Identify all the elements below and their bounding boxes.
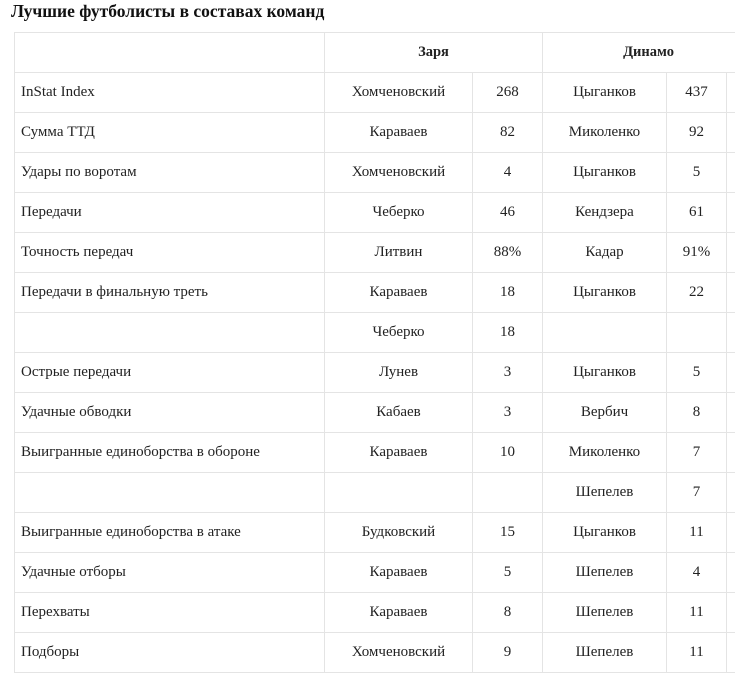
- empty-cell: [727, 273, 735, 313]
- home-player-cell: Караваев: [325, 273, 473, 313]
- away-value-cell: 7: [667, 433, 727, 473]
- table-row: [15, 353, 735, 393]
- empty-cell: [727, 233, 735, 273]
- away-player-cell: Вербич: [543, 393, 667, 433]
- table-row: [15, 273, 735, 313]
- away-value-cell: 11: [667, 593, 727, 633]
- home-value-cell: 4: [473, 153, 543, 193]
- home-player-cell: Хомченовский: [325, 153, 473, 193]
- away-player-cell: Шепелев: [543, 553, 667, 593]
- header-metric: [15, 33, 325, 73]
- metric-cell: Удачные отборы: [15, 553, 325, 593]
- table-row: [15, 433, 735, 473]
- home-player-cell: Чеберко: [325, 313, 473, 353]
- table-body: [15, 73, 735, 673]
- metric-cell: Передачи: [15, 193, 325, 233]
- empty-cell: [727, 153, 735, 193]
- away-value-cell: 5: [667, 353, 727, 393]
- away-player-cell: Шепелев: [543, 473, 667, 513]
- home-player-cell: Хомченовский: [325, 633, 473, 673]
- home-player-cell: Караваев: [325, 593, 473, 633]
- metric-cell: Подборы: [15, 633, 325, 673]
- home-value-cell: 268: [473, 73, 543, 113]
- table-row: [15, 113, 735, 153]
- home-value-cell: [473, 473, 543, 513]
- metric-cell: Точность передач: [15, 233, 325, 273]
- home-value-cell: 10: [473, 433, 543, 473]
- away-player-cell: Шепелев: [543, 593, 667, 633]
- table-row: [15, 633, 735, 673]
- home-player-cell: Кабаев: [325, 393, 473, 433]
- home-value-cell: 8: [473, 593, 543, 633]
- home-player-cell: Караваев: [325, 113, 473, 153]
- empty-cell: [727, 593, 735, 633]
- away-value-cell: 91%: [667, 233, 727, 273]
- away-value-cell: 8: [667, 393, 727, 433]
- metric-cell: [15, 473, 325, 513]
- away-player-cell: Цыганков: [543, 513, 667, 553]
- home-player-cell: Чеберко: [325, 193, 473, 233]
- home-value-cell: 3: [473, 393, 543, 433]
- empty-cell: [727, 393, 735, 433]
- table-row: [15, 233, 735, 273]
- away-player-cell: Миколенко: [543, 433, 667, 473]
- home-player-cell: Караваев: [325, 433, 473, 473]
- away-value-cell: 61: [667, 193, 727, 233]
- away-player-cell: Цыганков: [543, 153, 667, 193]
- metric-cell: Острые передачи: [15, 353, 325, 393]
- players-table: [14, 32, 735, 673]
- metric-cell: Выигранные единоборства в обороне: [15, 433, 325, 473]
- metric-cell: Перехваты: [15, 593, 325, 633]
- metric-cell: Удары по воротам: [15, 153, 325, 193]
- away-value-cell: 22: [667, 273, 727, 313]
- table-row: [15, 393, 735, 433]
- home-value-cell: 18: [473, 313, 543, 353]
- home-value-cell: 46: [473, 193, 543, 233]
- header-home-team: Заря: [325, 33, 543, 73]
- away-value-cell: 92: [667, 113, 727, 153]
- away-value-cell: 4: [667, 553, 727, 593]
- header-away-team: Динамо: [543, 33, 735, 73]
- table-row: [15, 73, 735, 113]
- table-row: [15, 553, 735, 593]
- empty-cell: [727, 553, 735, 593]
- home-player-cell: Хомченовский: [325, 73, 473, 113]
- home-value-cell: 15: [473, 513, 543, 553]
- away-player-cell: [543, 313, 667, 353]
- away-player-cell: Цыганков: [543, 73, 667, 113]
- home-player-cell: Лунев: [325, 353, 473, 393]
- away-value-cell: 437: [667, 73, 727, 113]
- empty-cell: [727, 633, 735, 673]
- away-player-cell: Цыганков: [543, 273, 667, 313]
- table-row: [15, 313, 735, 353]
- table-header-row: [15, 33, 735, 73]
- away-player-cell: Кадар: [543, 233, 667, 273]
- away-player-cell: Миколенко: [543, 113, 667, 153]
- page-title: Лучшие футболисты в составах команд: [11, 1, 325, 21]
- table-row: [15, 473, 735, 513]
- empty-cell: [727, 433, 735, 473]
- home-value-cell: 5: [473, 553, 543, 593]
- home-value-cell: 18: [473, 273, 543, 313]
- empty-cell: [727, 313, 735, 353]
- empty-cell: [727, 353, 735, 393]
- empty-cell: [727, 513, 735, 553]
- table-row: [15, 153, 735, 193]
- home-player-cell: Караваев: [325, 553, 473, 593]
- away-value-cell: [667, 313, 727, 353]
- empty-cell: [727, 473, 735, 513]
- away-player-cell: Цыганков: [543, 353, 667, 393]
- table-row: [15, 593, 735, 633]
- away-value-cell: 5: [667, 153, 727, 193]
- home-value-cell: 82: [473, 113, 543, 153]
- metric-cell: Передачи в финальную треть: [15, 273, 325, 313]
- metric-cell: Сумма ТТД: [15, 113, 325, 153]
- metric-cell: InStat Index: [15, 73, 325, 113]
- home-value-cell: 9: [473, 633, 543, 673]
- home-player-cell: Литвин: [325, 233, 473, 273]
- home-value-cell: 88%: [473, 233, 543, 273]
- away-value-cell: 11: [667, 633, 727, 673]
- metric-cell: Удачные обводки: [15, 393, 325, 433]
- away-value-cell: 11: [667, 513, 727, 553]
- table-row: [15, 193, 735, 233]
- empty-cell: [727, 193, 735, 233]
- away-player-cell: Кендзера: [543, 193, 667, 233]
- metric-cell: [15, 313, 325, 353]
- table-row: [15, 513, 735, 553]
- home-player-cell: [325, 473, 473, 513]
- home-value-cell: 3: [473, 353, 543, 393]
- empty-cell: [727, 73, 735, 113]
- empty-cell: [727, 113, 735, 153]
- metric-cell: Выигранные единоборства в атаке: [15, 513, 325, 553]
- away-player-cell: Шепелев: [543, 633, 667, 673]
- home-player-cell: Будковский: [325, 513, 473, 553]
- away-value-cell: 7: [667, 473, 727, 513]
